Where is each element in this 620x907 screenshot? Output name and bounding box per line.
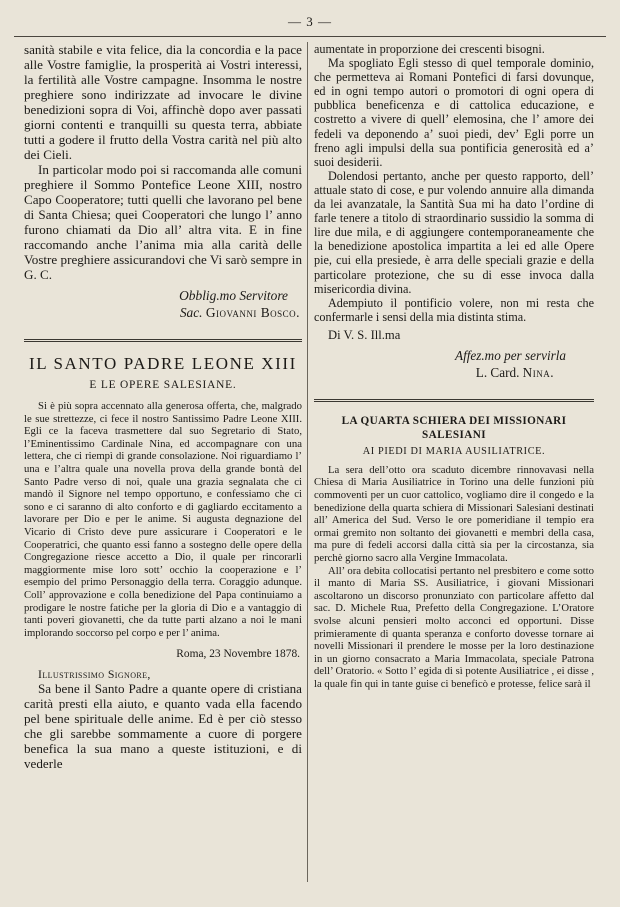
left-paragraph-3: Si è più sopra accennato alla generosa offerta, che, malgrado le sue strettezze, ci fece il nostro Santissimo Padre Leone XIII. Egli ce la faceva trasmettere dal suo Segretario di Stato, l’Eminentissimo Cardinale Nina, ed accompagnare con una lettera, che ci riempì di grande consolazione. Noi riguardiamo l’ una e l’altra quale una novella prova della grande bontà del Santo Padre verso di noi, quale una grazia segnalata che ci mandò il Signore nel tempo opportuno, e confessiamo che ci sono e ci saranno di alto conforto e di gagliardo eccitamento a lavorare per Dio e per le anime. Si augusta degnazione del Vicario di Cristo deve pure assicurare i Cooperatori e le Cooperatrici, che quanto essi fanno a sostegno delle opere della Congregazione riesce accetto a Dio, il quale per rincorarli maggiormente mise loro sott’ occhio la cooperazione e l’ esempio del primo Personaggio della terra. Coraggio adunque. Coll’ approvazione e colla benedizione del Papa continuiamo a prodigare le nostre fatiche per la gloria di Dio e a vantaggio di tanti poveri giovanetti, che da tutte parti alzano a noi le mani implorando soccorso pel corpo e per l’ anima. xyxy=(24,400,302,639)
left-paragraph-4: Sa bene il Santo Padre a quante opere di cristiana carità presti ella aiuto, e quanto vada ella facendo pel bene spirituale delle anime. Ed è per ciò stesso che gli sarebbe sommamente a cuore di porgere benefica la sua mano a queste istituzioni, e di vederle xyxy=(24,681,302,772)
column-divider xyxy=(307,42,308,882)
right-section-subtitle: AI PIEDI DI MARIA AUSILIATRICE. xyxy=(362,445,546,457)
right-paragraph-3: Dolendosi pertanto, anche per questo rapporto, dell’ attuale stato di cose, e pur volendo annuire alla dimanda da lei avanzatale, la Santità Sua mi ha dato l’ordine di farle tenere a titolo di straordinario sussidio la somma di lire due mila, e di aggiungere contemporaneamente che la benedizione apostolica impartita a lei ed alle Opere pie, cui ella presiede, è arra delle speciali grazie e della particolare protezione, che su di esse invoca dalla misericordia divina. xyxy=(314,168,594,296)
signature xyxy=(24,304,302,321)
letter-signature-prefix: L. Card. xyxy=(475,364,520,380)
right-paragraph-2: Ma spogliato Egli stesso di quel temporale dominio, che permetteva ai Romani Pontefici di farsi dovunque, ed in ogni tempo autori o promotori di ogni opera di pubblica beneficenza e di cattolica educazione, e costretto a vivere di quell’ elemosina, che l’ amore dei fedeli va deponendo a’ suoi piedi, dev’ Egli porre un freno agli impulsi della sua pontificia generosità ed a’ suoi desiderii. xyxy=(314,56,594,169)
letter-signature-name: Nina. xyxy=(522,364,554,380)
signature-prefix: Sac. xyxy=(179,305,203,320)
right-section-title: LA QUARTA SCHIERA DEI MISSIONARI SALESIANI xyxy=(341,414,567,441)
section-title: IL SANTO PADRE LEONE XIII xyxy=(29,354,297,373)
signoff-text: Obblig.mo Servitore xyxy=(179,288,288,303)
right-paragraph-1: aumentate in proporzione dei crescenti bisogni. xyxy=(314,42,545,56)
header-rule xyxy=(14,36,606,37)
right-column xyxy=(314,42,594,691)
left-column xyxy=(24,42,302,771)
letter-closing: Di V. S. Ill.ma xyxy=(328,327,401,342)
signature-name: Giovanni Bosco. xyxy=(205,305,300,320)
right-paragraph-4: Adempiuto il pontificio volere, non mi resta che confermarle i sensi della mia distinta stima. xyxy=(314,295,594,324)
section-rule-right xyxy=(314,399,594,402)
page-number: — 3 — xyxy=(288,14,332,29)
left-paragraph-1: sanità stabile e vita felice, dia la concordia e la pace alle Vostre famiglie, la prosperità ai Vostri interessi, la fertilità alle Vostre campagne. Insomma le nostre preghiere sono indirizzate ad invocare le divine benedizioni sopra di Voi, affinchè dopo aver passati giorni contenti e tranquilli su questa terra, abbiate tutti a godere il frutto della Vostra carità nel più alto dei Cieli. xyxy=(24,42,302,162)
letter-salutation: Illustrissimo Signore, xyxy=(38,667,151,682)
signoff xyxy=(24,287,302,304)
left-paragraph-2: In particolar modo poi si raccomanda alle comuni preghiere il Sommo Pontefice Leone XIII, nostro Capo Cooperatore; tutti quelli che lavorano pel bene di Santa Chiesa; quei Cooperatori che lungo l’ anno furono chiamati da Dio all’ altra vita. E in fine raccomando anche l’anima mia alla carità delle Vostre preghiere assicurandovi che Vi sarò sempre in G. C. xyxy=(24,162,302,282)
right-paragraph-6: All’ ora debita collocatisi pertanto nel presbitero e come sotto il manto di Maria SS. Ausiliatrice, i giovani Missionari ascoltarono un discorso pronunziato con particolare affetto dal sac. D. Michele Rua, Prefetto della Congregazione. L’Oratore svolse alcuni pensieri molto acconci ed opportuni. Disse primieramente di quanta speranza e conforto dovesse tornare ai novelli Missionari il prendere le mosse per la loro destinazione in un giorno consacrato a Maria Immacolata, speciale Patrona dell’ Oratorio. « Sotto l’ egida di sì potente Ausiliatrice , ei disse , la quale fin qui in tante guise ci beneficò e protesse, felice sarà il xyxy=(314,564,594,690)
section-subtitle: E LE OPERE SALESIANE. xyxy=(89,379,237,391)
letter-signature xyxy=(314,364,594,381)
letter-signoff: Affez.mo per servirla xyxy=(455,347,566,363)
letter-dateline: Roma, 23 Novembre 1878. xyxy=(176,648,300,661)
section-rule xyxy=(24,339,302,342)
right-paragraph-5: La sera dell’otto ora scaduto dicembre rinnovavasi nella Chiesa di Maria Ausiliatrice in Torino una delle funzioni più commoventi per un cuor cattolico, vogliamo dire il congedo e la benedizione della quarta schiera di Missionari Salesiani destinati all’ America del Sud. Verso le ore pomeridiane il tempio era ormai gremito non soltanto dei giovanetti e membri della casa, ma pure di fedeli accorsi dalla città sia per la circostanza, sia perchè giorno sacro alla Vergine Immacolata. xyxy=(314,463,594,565)
